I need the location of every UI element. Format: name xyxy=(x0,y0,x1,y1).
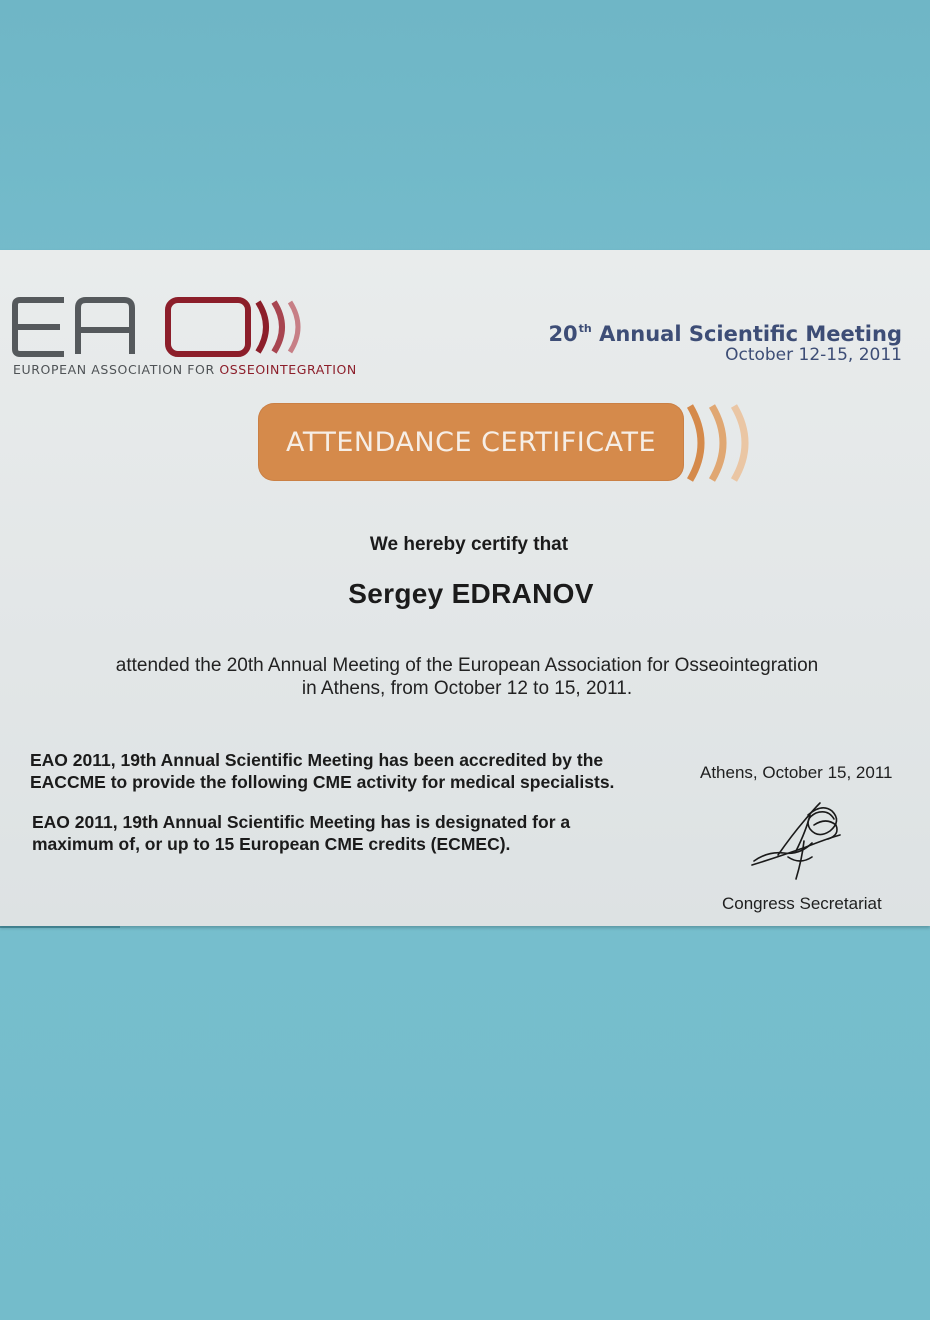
credits-line-1: EAO 2011, 19th Annual Scientific Meeting has is designated for a xyxy=(32,812,571,832)
eao-logo-mark xyxy=(12,294,312,360)
meeting-ordinal-suffix: th xyxy=(578,322,592,335)
signature-icon xyxy=(748,795,858,887)
attendance-statement xyxy=(2,654,930,700)
accreditation-line-2: EACCME to provide the following CME activity for medical specialists. xyxy=(30,772,615,792)
logo-tagline-prefix: EUROPEAN ASSOCIATION FOR xyxy=(13,362,220,377)
accreditation-paragraph xyxy=(30,749,614,793)
credits-paragraph xyxy=(32,811,570,855)
meeting-title-rest: Annual Scientific Meeting xyxy=(591,322,902,346)
meeting-title xyxy=(548,316,902,347)
logo-tagline-highlight: OSSEOINTEGRATION xyxy=(219,362,357,377)
recipient-name: Sergey EDRANOV xyxy=(348,578,594,609)
banner-arcs-icon xyxy=(682,400,772,486)
place-and-date: Athens, October 15, 2011 xyxy=(700,763,893,782)
attendance-certificate-banner xyxy=(258,403,684,481)
sheet-edge-shadow xyxy=(0,926,120,928)
attendance-line-2: in Athens, from October 12 to 15, 2011. xyxy=(301,678,633,699)
certify-statement: We hereby certify that xyxy=(369,534,569,555)
eao-logo xyxy=(12,294,357,384)
signatory-title: Congress Secretariat xyxy=(722,894,882,913)
attendance-line-1: attended the 20th Annual Meeting of the European Association for Osseointegration xyxy=(115,655,819,676)
banner-label: ATTENDANCE CERTIFICATE xyxy=(285,426,657,458)
credits-line-2: maximum of, or up to 15 European CME credits (ECMEC). xyxy=(32,834,511,854)
meeting-ordinal-number: 20 xyxy=(548,322,578,346)
certificate-sheet xyxy=(0,250,930,926)
meeting-header xyxy=(548,316,902,365)
logo-tagline xyxy=(13,362,357,377)
accreditation-line-1: EAO 2011, 19th Annual Scientific Meeting has been accredited by the xyxy=(30,750,604,770)
meeting-dates: October 12-15, 2011 xyxy=(725,345,902,365)
